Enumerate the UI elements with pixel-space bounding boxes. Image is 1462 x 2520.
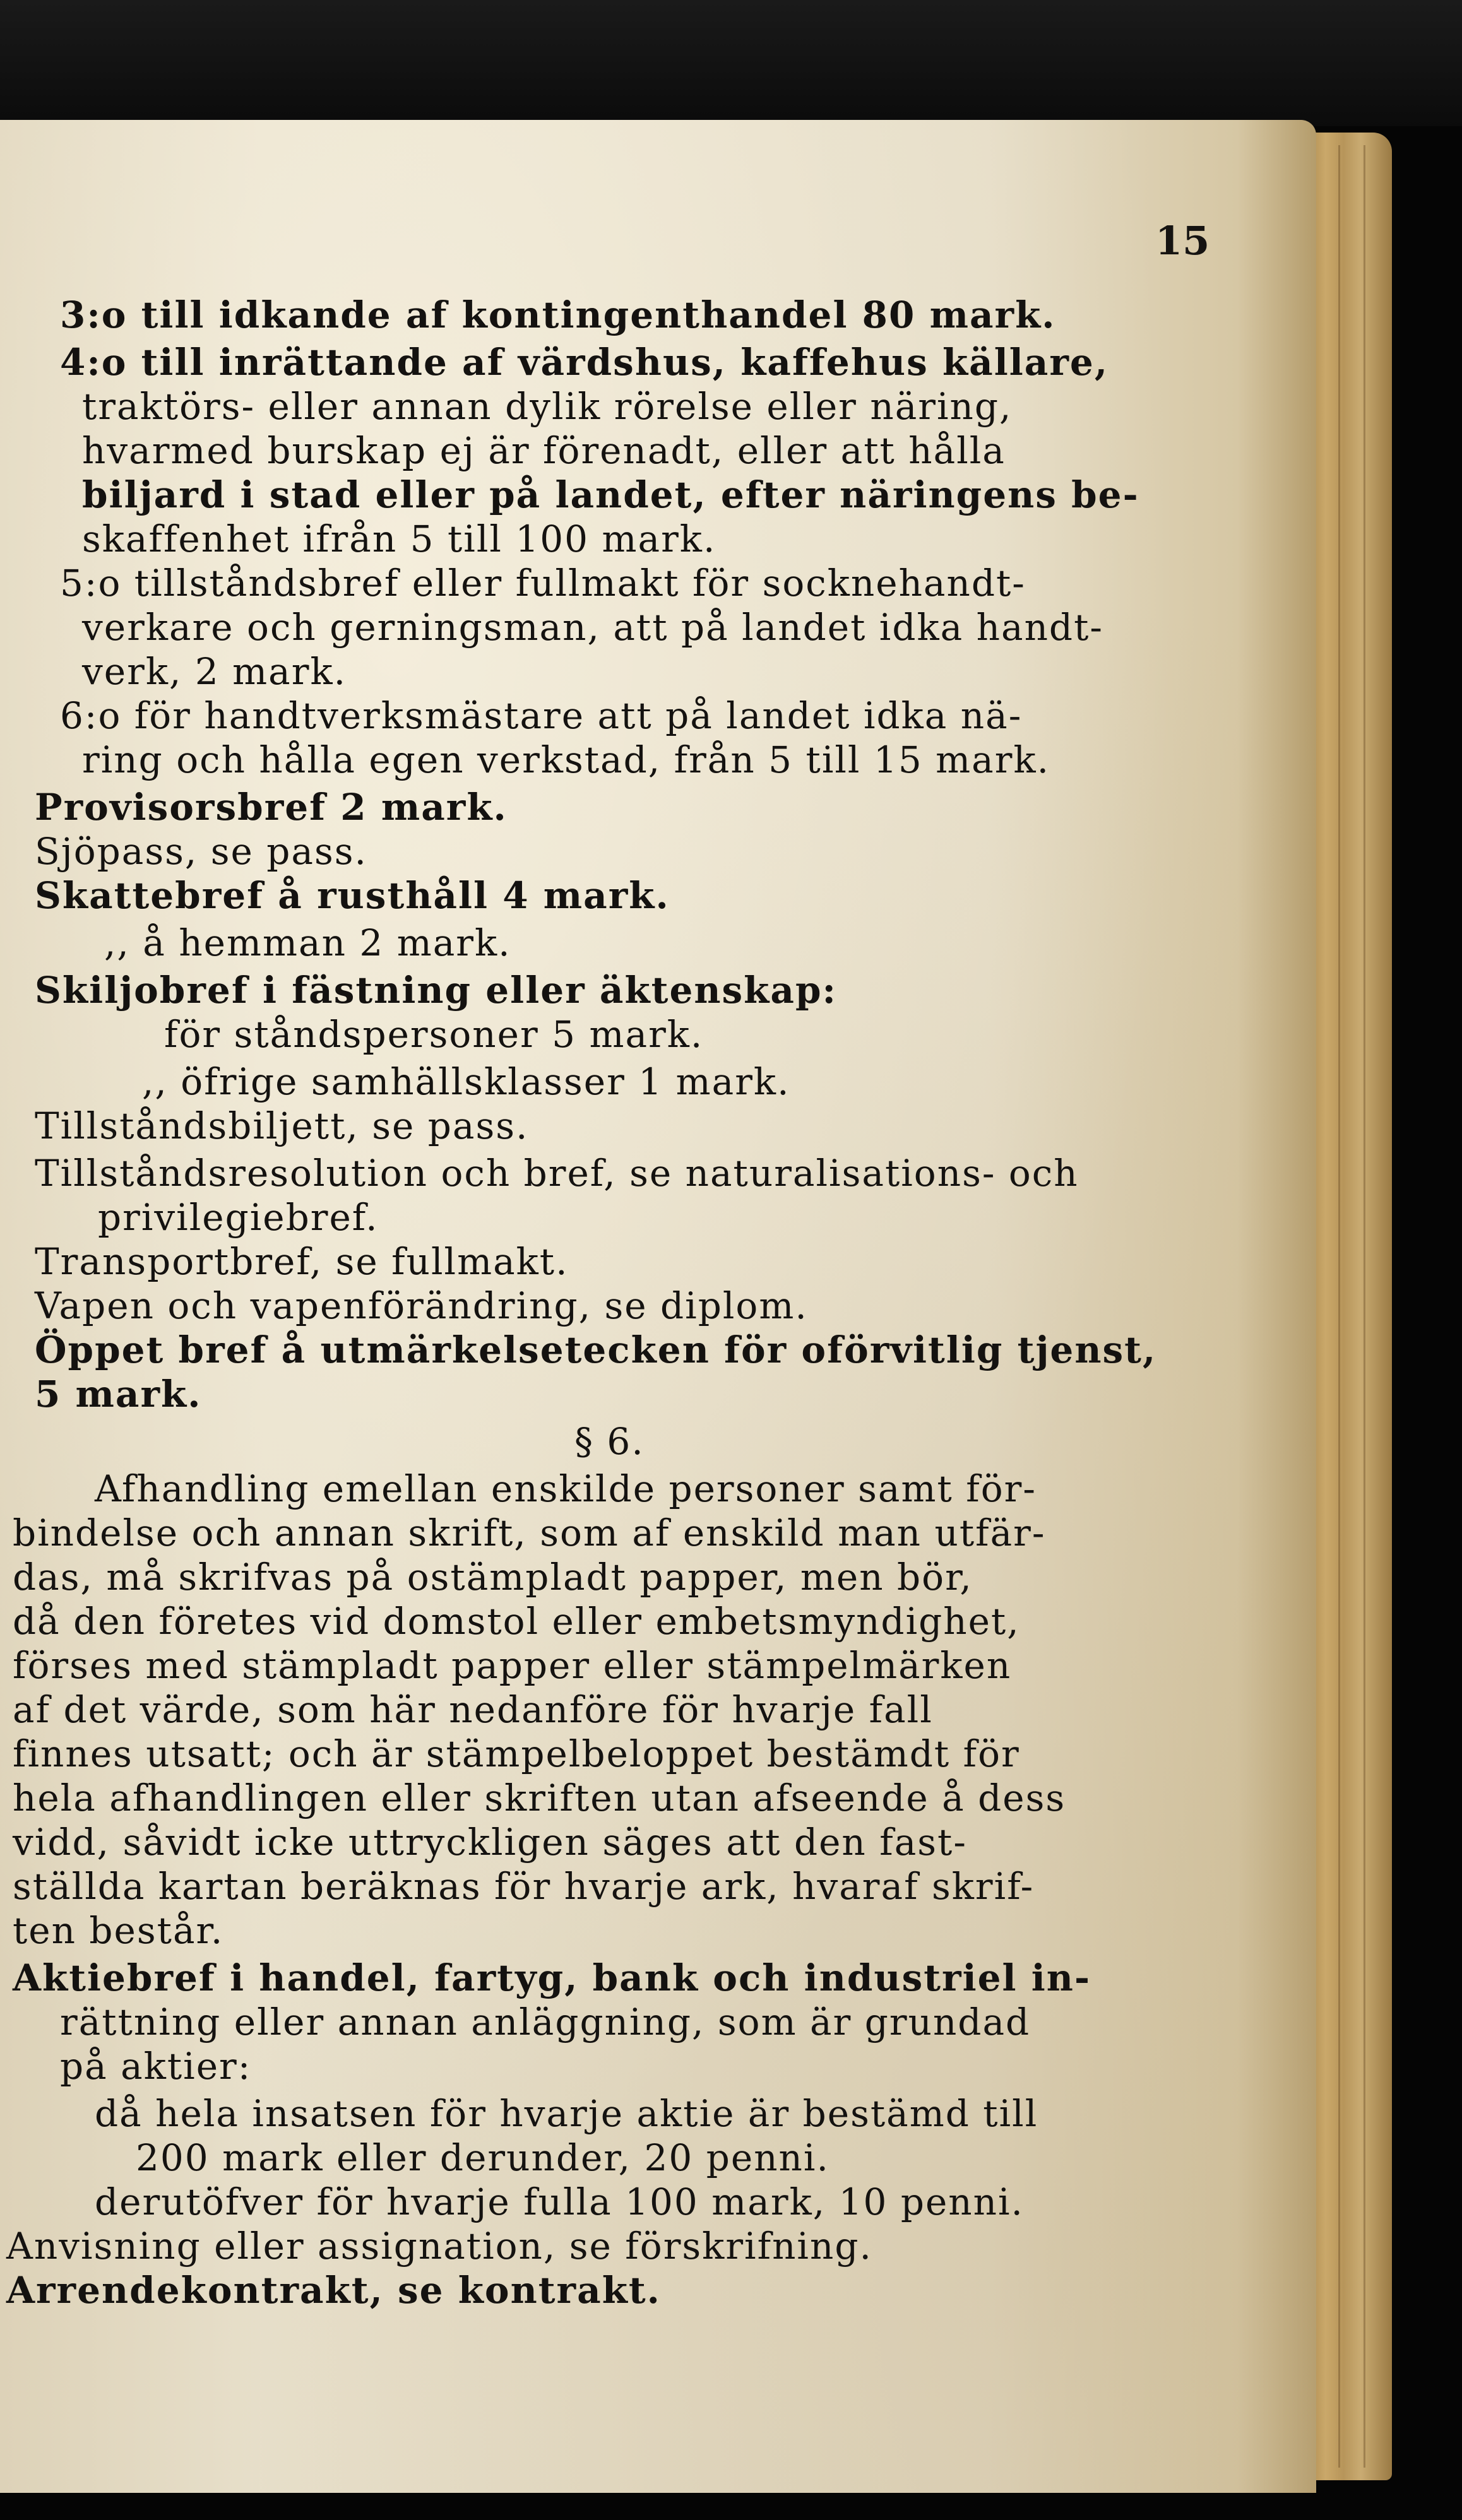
text-line: Sjöpass, se pass. xyxy=(35,830,367,873)
text-line: af det värde, som här nedanföre för hvarje fall xyxy=(13,1688,933,1731)
text-line: hvarmed burskap ej är förenadt, eller att hålla xyxy=(82,429,1006,472)
text-line: för ståndspersoner 5 mark. xyxy=(164,1013,704,1056)
text-line: traktörs- eller annan dylik rörelse eller näring, xyxy=(82,385,1013,428)
text-line: 200 mark eller derunder, 20 penni. xyxy=(136,2136,829,2179)
text-line: på aktier: xyxy=(60,2045,252,2088)
text-line: Arrendekontrakt, se kontrakt. xyxy=(6,2269,661,2312)
text-line: ,, å hemman 2 mark. xyxy=(104,921,511,964)
text-line: Afhandling emellan enskilde personer samt för- xyxy=(95,1467,1037,1510)
text-line: privilegiebref. xyxy=(98,1196,379,1239)
text-line: Provisorsbref 2 mark. xyxy=(35,786,508,829)
text-line: Tillståndsresolution och bref, se naturalisations- och xyxy=(35,1152,1079,1195)
text-line: Öppet bref å utmärkelsetecken för oförvitlig tjenst, xyxy=(35,1328,1157,1371)
text-line: bindelse och annan skrift, som af enskild man utfär- xyxy=(13,1511,1046,1554)
text-line: finnes utsatt; och är stämpelbeloppet bestämdt för xyxy=(13,1732,1020,1775)
text-line: 6:o för handtverksmästare att på landet idka nä- xyxy=(60,694,1023,737)
text-line: skaffenhet ifrån 5 till 100 mark. xyxy=(82,518,716,560)
text-line: ten består. xyxy=(13,1909,224,1952)
text-line: ,, öfrige samhällsklasser 1 mark. xyxy=(142,1060,790,1103)
page-edge-line xyxy=(1338,145,1340,2468)
text-line: rättning eller annan anläggning, som är grundad xyxy=(60,2001,1031,2044)
text-line: verk, 2 mark. xyxy=(82,650,347,693)
text-line: Anvisning eller assignation, se förskrifning. xyxy=(6,2225,872,2268)
text-line: das, må skrifvas på ostämpladt papper, men bör, xyxy=(13,1556,973,1599)
text-line: då den företes vid domstol eller embetsmyndighet, xyxy=(13,1600,1020,1643)
text-line: Aktiebref i handel, fartyg, bank och industriel in- xyxy=(13,1956,1091,1999)
text-line: Tillståndsbiljett, se pass. xyxy=(35,1104,529,1147)
text-line: Vapen och vapenförändring, se diplom. xyxy=(35,1284,808,1327)
text-line: då hela insatsen för hvarje aktie är bestämd till xyxy=(95,2092,1038,2135)
text-line: Skattebref å rusthåll 4 mark. xyxy=(35,874,670,917)
page-edge xyxy=(1304,133,1392,2480)
text-line: biljard i stad eller på landet, efter näringens be- xyxy=(82,473,1139,516)
text-line: ring och hålla egen verkstad, från 5 till 15 mark. xyxy=(82,738,1050,781)
text-line: Transportbref, se fullmakt. xyxy=(35,1240,569,1283)
page-edge-line xyxy=(1364,145,1365,2468)
text-line: hela afhandlingen eller skriften utan afseende å dess xyxy=(13,1777,1066,1819)
scan-background xyxy=(0,0,1462,126)
text-line: Skiljobref i fästning eller äktenskap: xyxy=(35,969,837,1012)
text-line: derutöfver för hvarje fulla 100 mark, 10 penni. xyxy=(95,2180,1024,2223)
text-line: 5 mark. xyxy=(35,1373,202,1416)
text-line: verkare och gerningsman, att på landet idka handt- xyxy=(82,606,1103,649)
text-line: förses med stämpladt papper eller stämpelmärken xyxy=(13,1644,1012,1687)
text-line: vidd, såvidt icke uttryckligen säges att den fast- xyxy=(13,1821,967,1864)
text-line: 4:o till inrättande af värdshus, kaffehus källare, xyxy=(60,341,1109,384)
page-number: 15 xyxy=(1155,218,1210,264)
section-heading: § 6. xyxy=(574,1420,645,1463)
text-line: ställda kartan beräknas för hvarje ark, hvaraf skrif- xyxy=(13,1865,1035,1908)
text-line: 5:o tillståndsbref eller fullmakt för socknehandt- xyxy=(60,562,1026,605)
text-line: 3:o till idkande af kontingenthandel 80 mark. xyxy=(60,293,1056,336)
